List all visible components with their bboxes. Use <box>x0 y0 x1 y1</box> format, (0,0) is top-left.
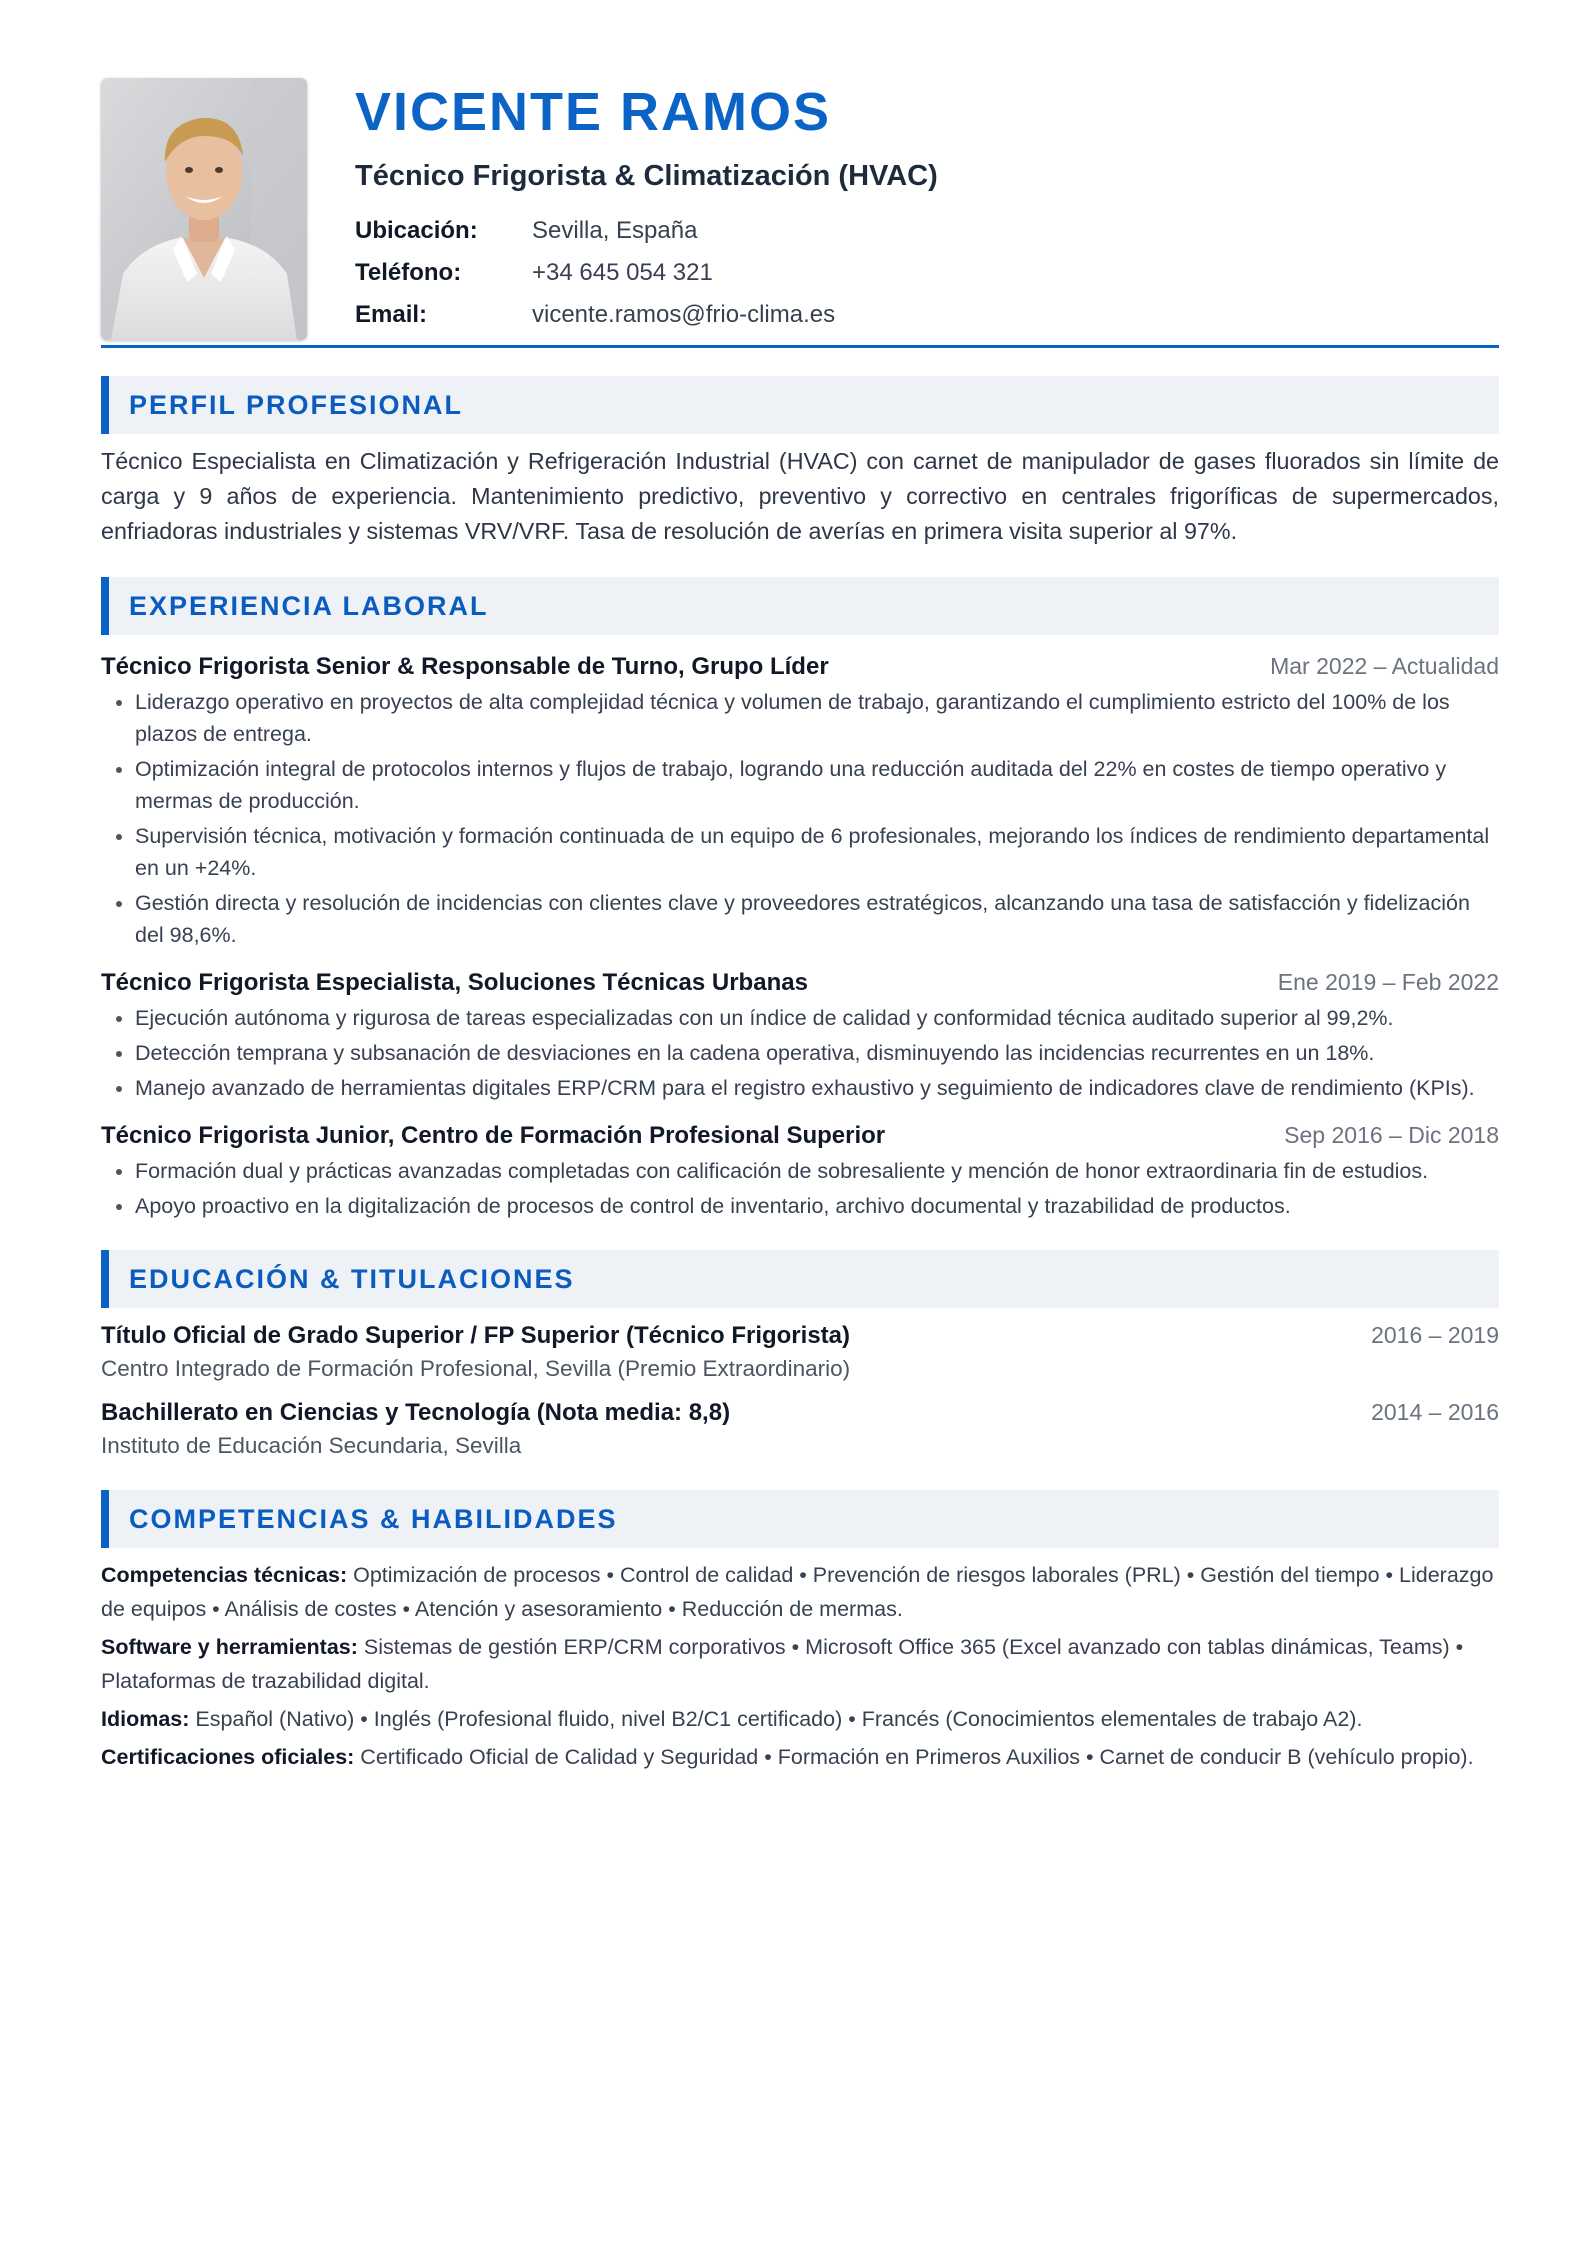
education-title: Bachillerato en Ciencias y Tecnología (Nota media: 8,8) <box>101 1399 731 1426</box>
job-bullets <box>101 686 1499 951</box>
contact-label: Email: <box>355 301 428 328</box>
job-title: Técnico Frigorista Especialista, Soluciones Técnicas Urbanas <box>101 969 808 996</box>
skill-row <box>101 1630 1499 1698</box>
email-link[interactable]: vicente.ramos@frio-clima.es <box>532 301 836 328</box>
job-bullet: • Supervisión técnica, motivación y formación continuada de un equipo de 6 profesionales, mejorando los índices de rendimiento departamental en un +24%. <box>135 820 1499 884</box>
skill-label: Competencias técnicas: <box>101 1563 348 1587</box>
skill-text: Sistemas de gestión ERP/CRM corporativos • Microsoft Office 365 (Excel avanzado con tablas dinámicas, Teams) • Plataformas de trazabilidad digital. <box>101 1635 1464 1693</box>
candidate-title: Técnico Frigorista & Climatización (HVAC) <box>355 160 938 192</box>
job-bullet: • Apoyo proactivo en la digitalización de procesos de control de inventario, archivo documental y trazabilidad de productos. <box>135 1190 1499 1222</box>
contact-label: Ubicación: <box>355 217 478 244</box>
resume-page <box>101 78 1499 1778</box>
job-bullet: • Ejecución autónoma y rigurosa de tareas especializadas con un índice de calidad y conformidad técnica auditado superior al 99,2%. <box>135 1002 1499 1034</box>
section-heading-text: EXPERIENCIA LABORAL <box>129 590 489 621</box>
job-bullet: • Liderazgo operativo en proyectos de alta complejidad técnica y volumen de trabajo, garantizando el cumplimiento estricto del 100% de los plazos de entrega. <box>135 686 1499 750</box>
skill-label: Idiomas: <box>101 1707 190 1731</box>
job-bullets <box>101 1155 1499 1222</box>
job-header <box>101 649 1499 684</box>
contact-location <box>355 210 938 252</box>
skill-text: Certificado Oficial de Calidad y Seguridad • Formación en Primeros Auxilios • Carnet de conducir B (vehículo propio). <box>354 1745 1474 1769</box>
skill-label: Certificaciones oficiales: <box>101 1745 355 1769</box>
section-heading-text: EDUCACIÓN & TITULACIONES <box>129 1263 575 1294</box>
job-title: Técnico Frigorista Junior, Centro de Formación Profesional Superior <box>101 1122 886 1149</box>
section-heading-skills <box>101 1490 1499 1548</box>
education-header <box>101 1318 1499 1353</box>
job-bullet: • Manejo avanzado de herramientas digitales ERP/CRM para el registro exhaustivo y seguimiento de indicadores clave de rendimiento (KPIs). <box>135 1072 1499 1104</box>
job-bullet: • Optimización integral de protocolos internos y flujos de trabajo, logrando una reducción auditada del 22% en costes de tiempo operativo y mermas de producción. <box>135 753 1499 817</box>
header-divider <box>101 345 1499 348</box>
skill-label: Software y herramientas: <box>101 1635 358 1659</box>
skill-row <box>101 1740 1499 1774</box>
education-header <box>101 1395 1499 1430</box>
job-entry <box>101 649 1499 951</box>
education-entry <box>101 1395 1499 1462</box>
job-date: Ene 2019 – Feb 2022 <box>1277 969 1499 995</box>
skill-text: Optimización de procesos • Control de calidad • Prevención de riesgos laborales (PRL) • Gestión del tiempo • Liderazgo de equipos • Análisis de costes • Atención y asesoramiento • Reducción de mermas. <box>101 1563 1494 1621</box>
profile-photo <box>101 78 307 340</box>
job-entry <box>101 1118 1499 1222</box>
job-bullets <box>101 1002 1499 1104</box>
education-entry <box>101 1318 1499 1385</box>
section-heading-profile <box>101 376 1499 434</box>
skill-text: Español (Nativo) • Inglés (Profesional fluido, nivel B2/C1 certificado) • Francés (Conocimientos elementales de trabajo A2). <box>189 1707 1363 1731</box>
job-bullet: • Formación dual y prácticas avanzadas completadas con calificación de sobresaliente y mención de honor extraordinaria fin de estudios. <box>135 1155 1499 1187</box>
job-entry <box>101 965 1499 1104</box>
job-header <box>101 1118 1499 1153</box>
section-heading-education <box>101 1250 1499 1308</box>
skills-list <box>101 1558 1499 1774</box>
profile-summary: Técnico Especialista en Climatización y Refrigeración Industrial (HVAC) con carnet de manipulador de gases fluorados sin límite de carga y 9 años de experiencia. Mantenimiento predictivo, preventivo y correctivo en centrales frigoríficas de supermercados, enfriadoras industriales y sistemas VRV/VRF. Tasa de resolución de averías en primera visita superior al 97%. <box>101 448 1499 544</box>
contact-value: +34 645 054 321 <box>532 259 713 286</box>
resume-header <box>101 78 1499 342</box>
contact-list <box>355 210 938 336</box>
education-institution: Instituto de Educación Secundaria, Sevilla <box>101 1433 522 1458</box>
job-bullet: • Detección temprana y subsanación de desviaciones en la cadena operativa, disminuyendo las incidencias recurrentes en un 18%. <box>135 1037 1499 1069</box>
education-title: Título Oficial de Grado Superior / FP Superior (Técnico Frigorista) <box>101 1322 850 1349</box>
contact-phone <box>355 252 938 294</box>
job-date: Sep 2016 – Dic 2018 <box>1284 1122 1499 1148</box>
job-date: Mar 2022 – Actualidad <box>1270 653 1499 679</box>
section-heading-text: PERFIL PROFESIONAL <box>129 389 464 420</box>
section-heading-text: COMPETENCIAS & HABILIDADES <box>129 1503 618 1534</box>
contact-email <box>355 294 938 336</box>
education-date: 2014 – 2016 <box>1371 1399 1499 1425</box>
job-bullet: • Gestión directa y resolución de incidencias con clientes clave y proveedores estratégicos, alcanzando una tasa de satisfacción y fidelización del 98,6%. <box>135 887 1499 951</box>
education-date: 2016 – 2019 <box>1371 1322 1499 1348</box>
header-info <box>355 78 938 336</box>
job-header <box>101 965 1499 1000</box>
job-title: Técnico Frigorista Senior & Responsable de Turno, Grupo Líder <box>101 653 829 680</box>
skill-row <box>101 1702 1499 1736</box>
contact-label: Teléfono: <box>355 259 462 286</box>
skill-row <box>101 1558 1499 1626</box>
contact-value: Sevilla, España <box>532 217 698 244</box>
candidate-name: VICENTE RAMOS <box>355 82 832 142</box>
section-heading-experience <box>101 577 1499 635</box>
education-institution: Centro Integrado de Formación Profesional, Sevilla (Premio Extraordinario) <box>101 1356 851 1381</box>
